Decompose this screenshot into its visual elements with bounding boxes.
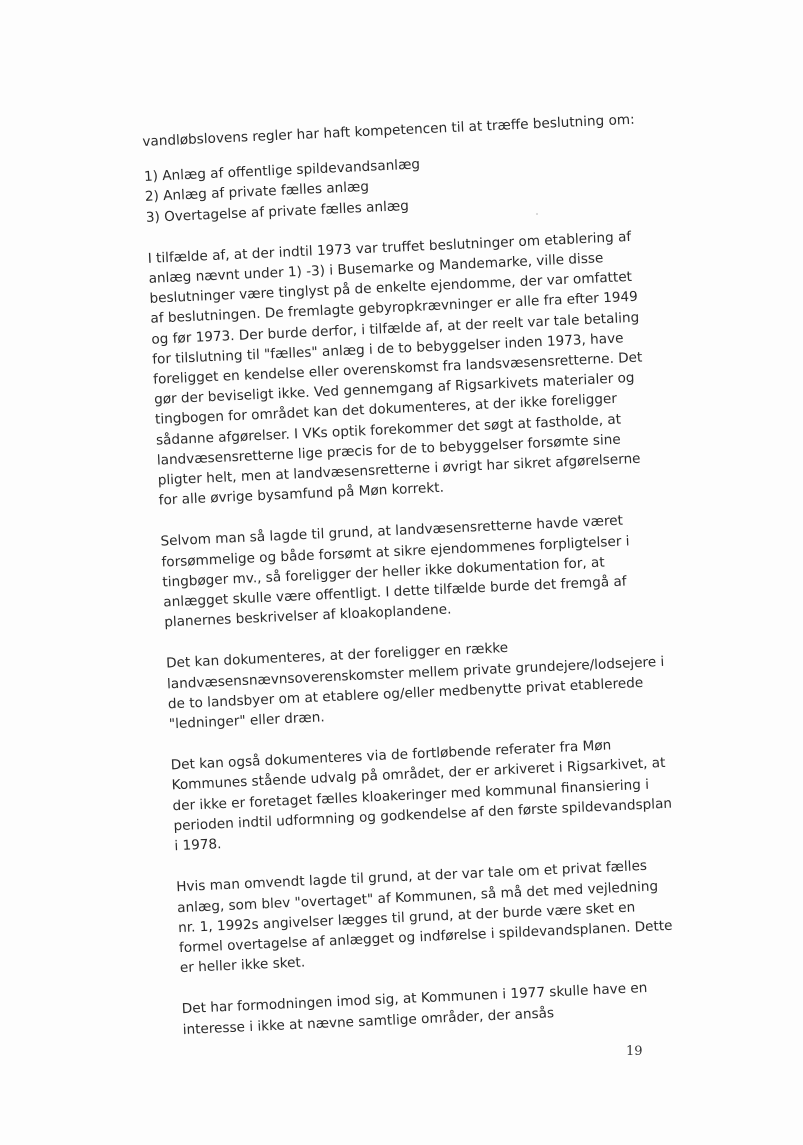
list-item: 2) Anlæg af private fælles anlæg bbox=[144, 179, 370, 206]
paragraph-negligence: Selvom man så lagde til grund, at landvæsensretterne havde været forsømmelige og både forsømt at sikre ejendommenes forpligtelser i tingbøger mv., så foreligger der heller ikke dokumentation for, at anlægget skulle være offentligt. I dette tilfælde burde det fremgå af planernes beskrivelser af kloakoplandene. bbox=[160, 513, 630, 631]
list-item: 3) Overtagelse af private fælles anlæg bbox=[145, 197, 410, 226]
paragraph-presumption: Det har formodningen imod sig, at Kommunen i 1977 skulle have en interesse i ikke at nævne samtlige områder, der ansås bbox=[181, 980, 648, 1038]
paragraph-minutes: Det kan også dokumenteres via de fortløbende referater fra Møn Kommunes stående udvalg på området, der er arkiveret i Rigsarkivet, at der ikke er foretaget fælles kloakeringer med kommunal finansiering i perioden indtil udformning og godkendelse af den første spildevandsplan i 1978. bbox=[170, 737, 673, 855]
document-text bbox=[142, 109, 683, 1039]
intro-paragraph: vandløbslovens regler har haft kompetencen til at træffe beslutning om: bbox=[142, 111, 636, 150]
paragraph-agreements: Det kan dokumenteres, at der foreligger en række landvæsensnævnsoverenskomster mellem private grundejere/lodsejere i de to landsbyer om at etablere og/eller medbenytte privat etablerede "ledninger" eller dræn. bbox=[165, 640, 665, 733]
paragraph-registrations: I tilfælde af, at der indtil 1973 var truffet beslutninger om etablering af anlæg nævnt under 1) -3) i Busemarke og Mandemarke, ville disse beslutninger være tinglyst på de enkelte ejendomme, der var omfattet af beslutningen. De fremlagte gebyropkrævninger er alle fra efter 1949 og før 1973. Der burde derfor, i tilfælde af, at der reelt var tale betaling for tilslutning til "fælles" anlæg i de to bebyggelser inden 1973, have foreligget en kendelse eller overenskomst fra landsvæsensretterne. Det gør der beviseligt ikke. Ved gennemgang af Rigsarkivets materialer og tingbogen for området kan det dokumenteres, at der ikke foreligger sådanne afgørelser. I VKs optik forekommer det søgt at fastholde, at landvæsensretterne lige præcis for de to bebyggelser forsømte sine pligter helt, men at landvæsensretterne i øvrigt har sikret afgørelserne for alle øvrige bysamfund på Møn korrekt. bbox=[147, 228, 643, 509]
paragraph-takeover: Hvis man omvendt lagde til grund, at der var tale om et privat fælles anlæg, som blev "overtaget" af Kommunen, så må det med vejledning nr. 1, 1992s angivelser lægges til grund, at der burde være sket en formel overtagelse af anlægget og indførelse i spildevandsplanen. Dette er heller ikke sket. bbox=[175, 858, 673, 977]
list-item: 1) Anlæg af offentlige spildevandsanlæg bbox=[143, 156, 421, 186]
page-number: 19 bbox=[626, 1044, 643, 1059]
scan-speck bbox=[536, 213, 538, 215]
